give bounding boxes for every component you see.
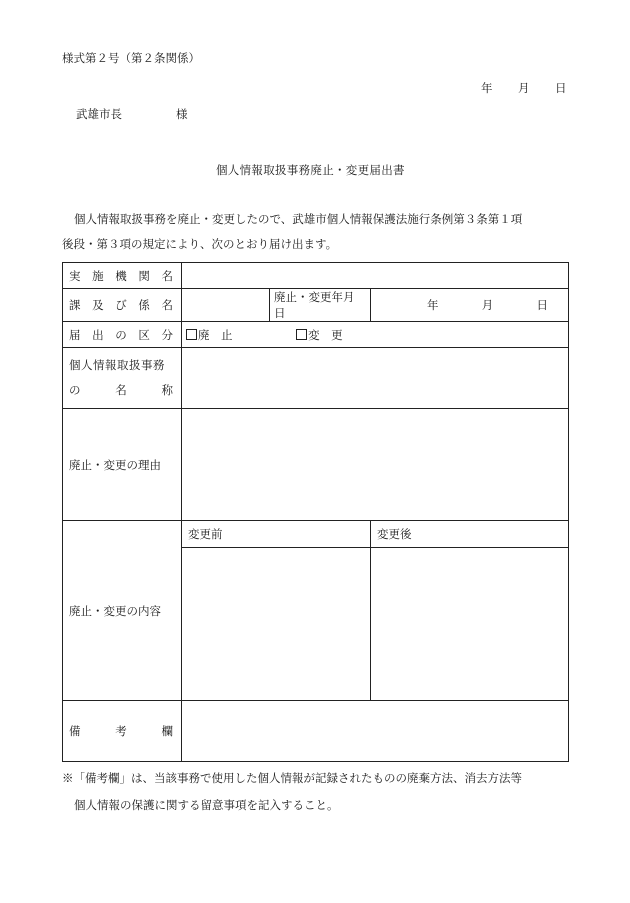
footnote-line-1: ※「備考欄」は、当該事務で使用した個人情報が記録されたものの廃棄方法、消去方法等 <box>62 771 522 785</box>
date-month-label: 月 <box>518 81 530 95</box>
reason-label: 廃止・変更の理由 <box>63 409 182 521</box>
after-input[interactable] <box>371 548 569 701</box>
change-date-label: 廃止・変更年月日 <box>270 289 371 322</box>
remarks-label: 備 考 欄 <box>63 701 182 762</box>
before-input[interactable] <box>182 548 371 701</box>
row-agency <box>63 263 569 289</box>
section-input[interactable] <box>182 289 270 322</box>
abolish-checkbox[interactable] <box>186 329 197 340</box>
row-category <box>63 322 569 348</box>
row-office-name <box>63 348 569 409</box>
document-title: 個人情報取扱事務廃止・変更届出書 <box>216 163 405 177</box>
addressee-name: 武雄市長 <box>76 107 122 121</box>
date-day-label: 日 <box>555 81 567 95</box>
row-remarks <box>63 701 569 762</box>
office-name-label: 個人情報取扱事務 の 名 称 <box>63 348 182 409</box>
option-change[interactable]: 変 更 <box>296 328 343 342</box>
date-year-label: 年 <box>481 81 493 95</box>
office-name-input[interactable] <box>182 348 569 409</box>
intro-line-2: 後段・第３項の規定により、次のとおり届け出ます。 <box>62 237 338 251</box>
before-label: 変更前 <box>182 521 371 548</box>
section-label: 課 及 び 係 名 <box>63 289 182 322</box>
content-label: 廃止・変更の内容 <box>63 521 182 701</box>
form-number: 様式第２号（第２条関係） <box>62 51 200 65</box>
intro-line-1: 個人情報取扱事務を廃止・変更したので、武雄市個人情報保護法施行条例第３条第１項 <box>74 212 523 226</box>
category-options <box>182 322 569 348</box>
row-content-header <box>63 521 569 548</box>
category-label: 届 出 の 区 分 <box>63 322 182 348</box>
reason-input[interactable] <box>182 409 569 521</box>
agency-input[interactable] <box>182 263 569 289</box>
footnote-line-2: 個人情報の保護に関する留意事項を記入すること。 <box>74 798 339 812</box>
change-date-input[interactable]: 年 月 日 <box>371 289 569 322</box>
addressee-honorific: 様 <box>176 107 188 121</box>
agency-label: 実 施 機 関 名 <box>63 263 182 289</box>
change-checkbox[interactable] <box>296 329 307 340</box>
remarks-input[interactable] <box>182 701 569 762</box>
notification-form-table <box>62 262 569 762</box>
row-reason <box>63 409 569 521</box>
row-section <box>63 289 569 322</box>
option-abolish[interactable]: 廃 止 <box>186 328 233 342</box>
after-label: 変更後 <box>371 521 569 548</box>
